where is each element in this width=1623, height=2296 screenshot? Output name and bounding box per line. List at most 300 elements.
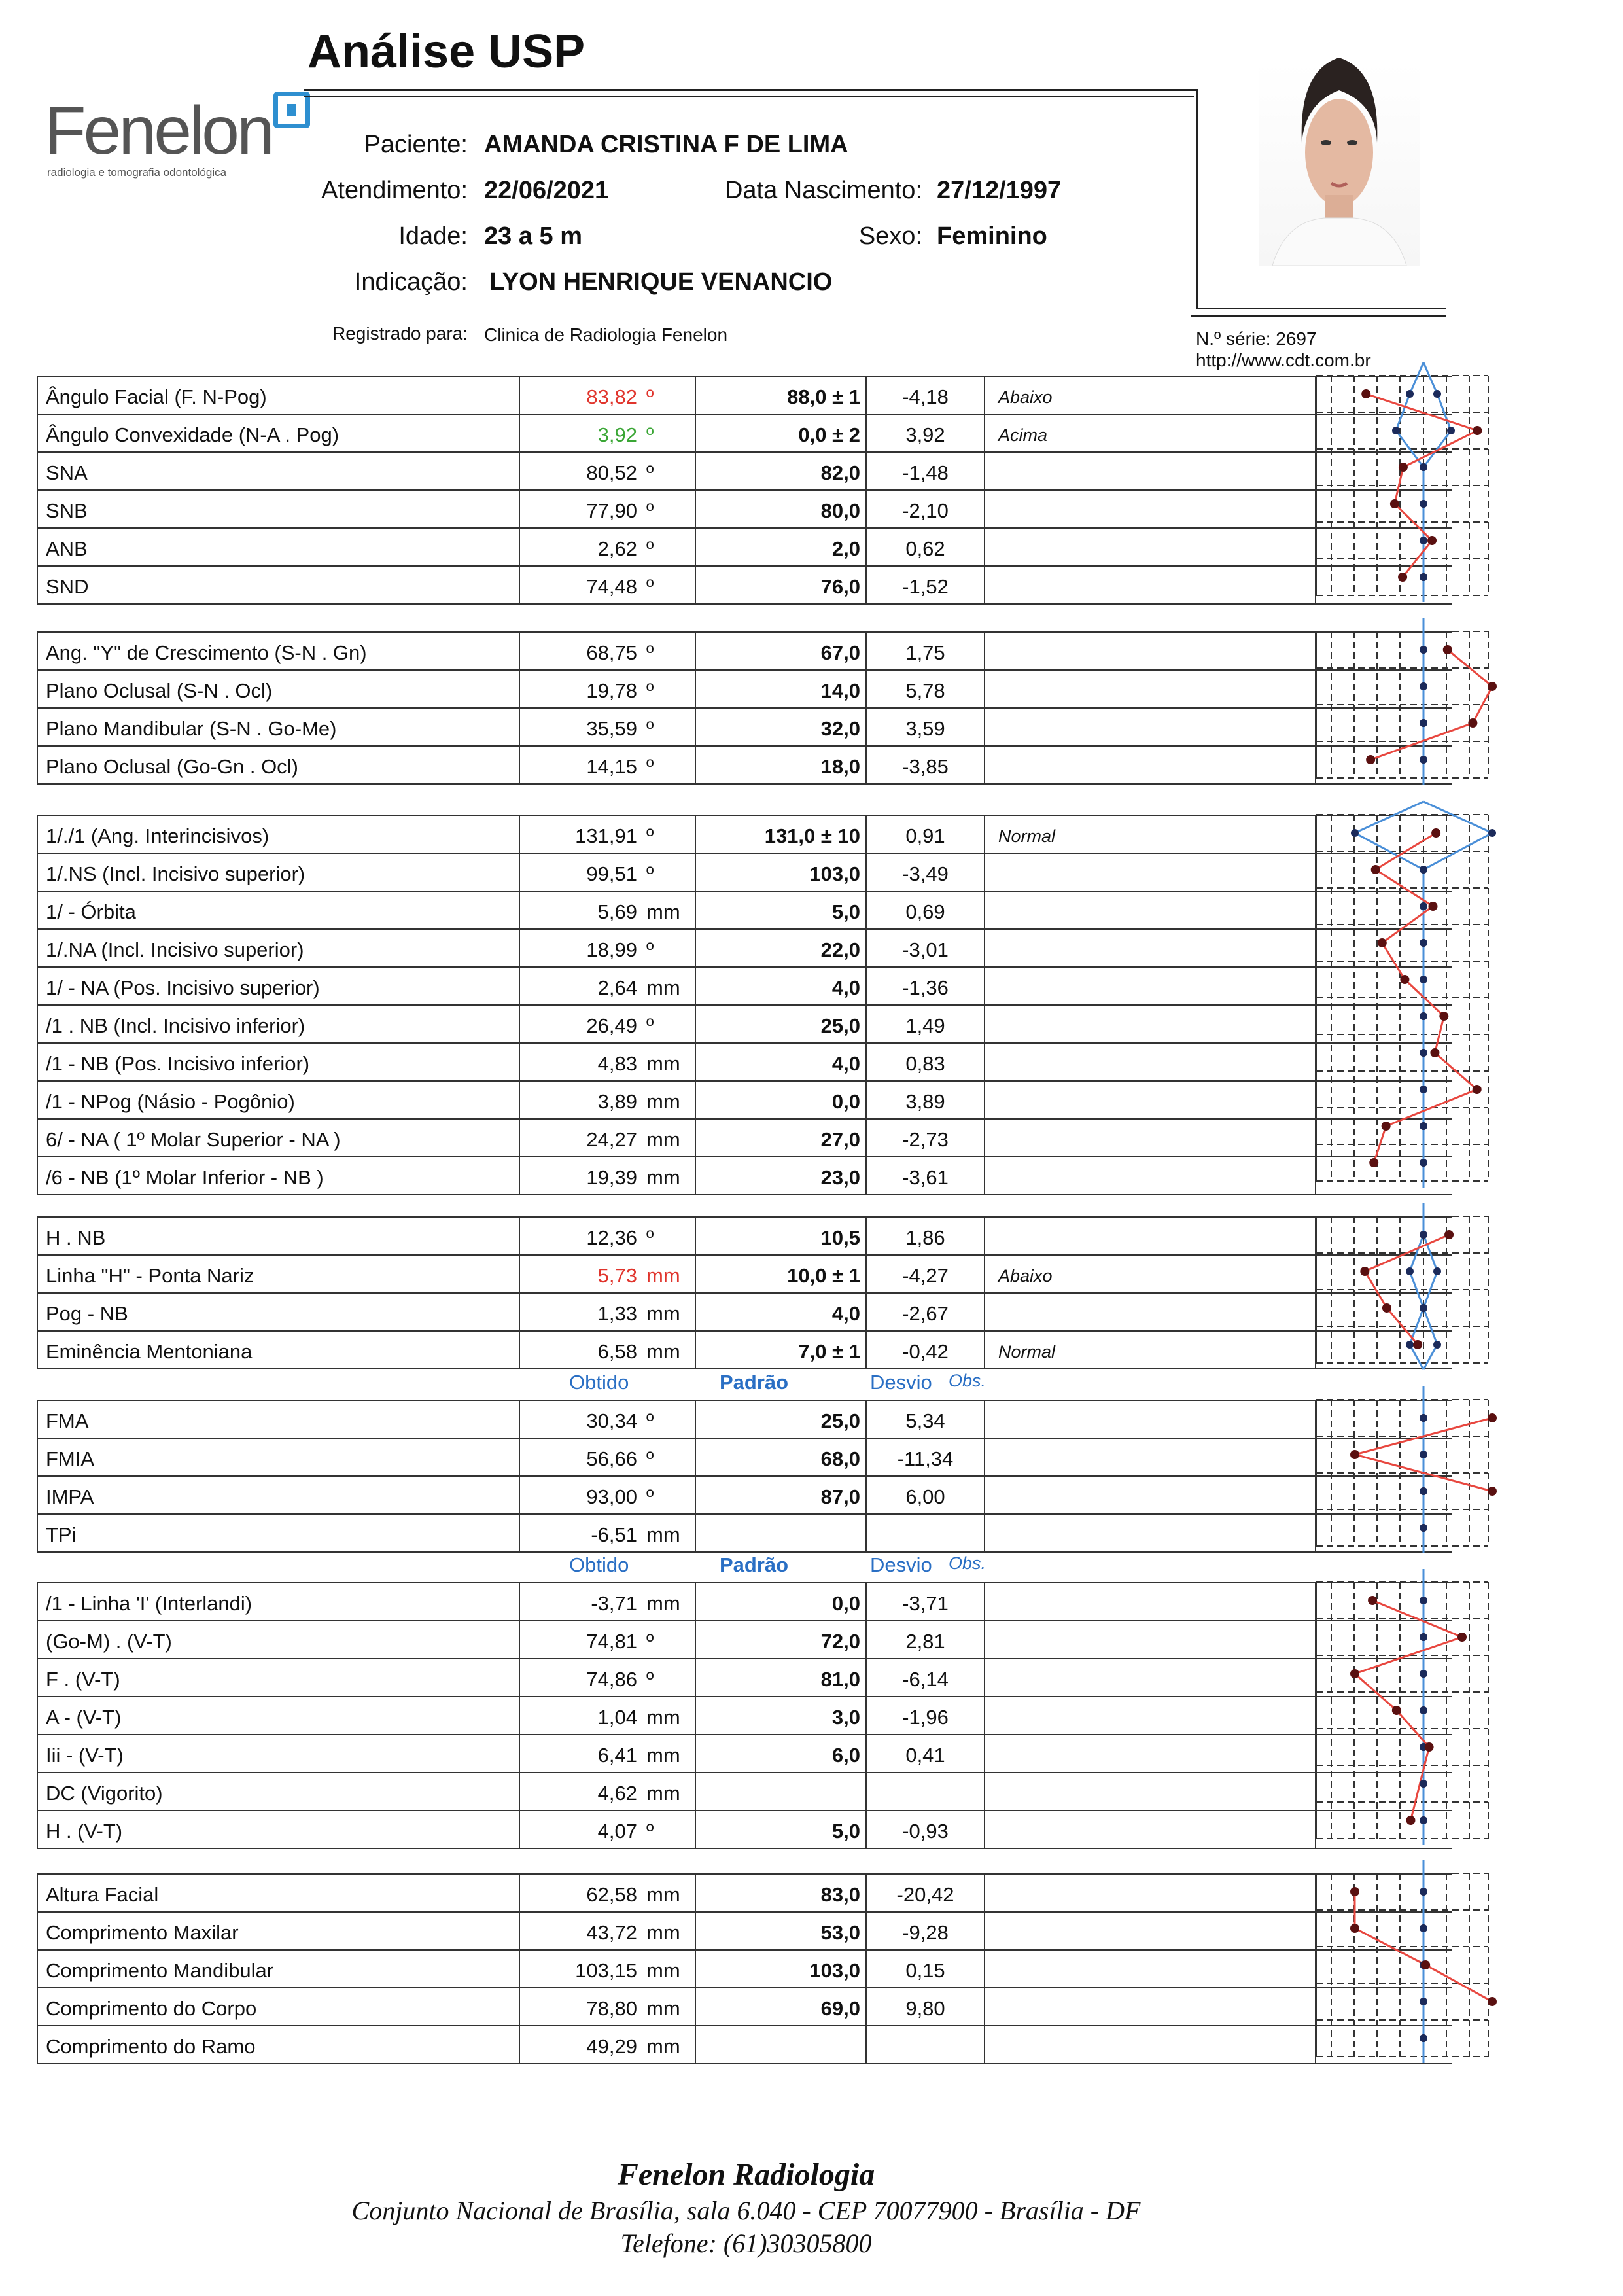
deviation-graph xyxy=(1316,1873,1493,2059)
deviation-value xyxy=(865,1515,984,1551)
patient-point xyxy=(1361,389,1370,398)
deviation-graph xyxy=(1316,631,1493,781)
obtained-value xyxy=(519,1332,695,1368)
measurement-name: Comprimento do Corpo xyxy=(37,1988,519,2025)
observation xyxy=(984,1044,1316,1080)
obtained-value xyxy=(519,1773,695,1810)
patient-point xyxy=(1488,682,1497,691)
deviation-value xyxy=(865,2026,984,2063)
unit: mm xyxy=(646,1340,680,1363)
obtained-value xyxy=(519,1875,695,1911)
unit: º xyxy=(646,1014,654,1037)
unit: º xyxy=(646,385,654,408)
column-header-obs: Obs. xyxy=(949,1553,986,1573)
measurement-name: /1 - NPog (Násio - Pogônio) xyxy=(37,1082,519,1118)
obtained-value xyxy=(519,854,695,891)
measurement-name: FMIA xyxy=(37,1439,519,1475)
obtained-number: 12,36 xyxy=(586,1226,637,1249)
deviation-value: -2,10 xyxy=(865,491,984,527)
standard-value: 3,0 xyxy=(695,1697,865,1734)
measurement-name: 1/.NS (Incl. Incisivo superior) xyxy=(37,854,519,891)
measurement-name: H . (V-T) xyxy=(37,1811,519,1848)
standard-point xyxy=(1406,1267,1414,1275)
obtained-value xyxy=(519,1006,695,1042)
obtained-number: 4,07 xyxy=(597,1820,637,1843)
patient-point xyxy=(1443,645,1452,654)
measurement-name: Plano Oclusal (Go-Gn . Ocl) xyxy=(37,747,519,783)
measurement-name: 1/./1 (Ang. Interincisivos) xyxy=(37,816,519,853)
table-row xyxy=(37,1332,1452,1369)
standard-point xyxy=(1406,390,1414,398)
table-row xyxy=(37,567,1452,605)
observation xyxy=(984,747,1316,783)
measurement-name: /6 - NB (1º Molar Inferior - NB ) xyxy=(37,1157,519,1194)
standard-point xyxy=(1351,829,1359,837)
patient-point xyxy=(1368,1596,1377,1605)
obtained-number: 74,81 xyxy=(586,1630,637,1653)
table-row xyxy=(37,1256,1452,1294)
obtained-number: 74,86 xyxy=(586,1668,637,1691)
unit: mm xyxy=(646,1592,680,1615)
measurement-table xyxy=(37,1216,1452,1369)
obtained-number: 5,73 xyxy=(597,1264,637,1287)
standard-point xyxy=(1420,1451,1427,1458)
standard-value: 18,0 xyxy=(695,747,865,783)
obtained-number: 103,15 xyxy=(575,1959,637,1982)
standard-point xyxy=(1420,1231,1427,1239)
measurement-table xyxy=(37,1400,1452,1553)
standard-range-line-right xyxy=(1423,802,1492,1188)
table-row xyxy=(37,1157,1452,1195)
obtained-number: 62,58 xyxy=(586,1883,637,1906)
table-row xyxy=(37,491,1452,529)
observation: Normal xyxy=(984,816,1316,853)
observation xyxy=(984,1218,1316,1254)
unit: º xyxy=(646,1630,654,1653)
measurement-name: SNB xyxy=(37,491,519,527)
registered-label: Registrado para: xyxy=(332,323,468,344)
unit: mm xyxy=(646,1128,680,1151)
observation xyxy=(984,1120,1316,1156)
observation xyxy=(984,1697,1316,1734)
patient-point xyxy=(1350,1887,1359,1896)
standard-value: 7,0 ± 1 xyxy=(695,1332,865,1368)
unit: º xyxy=(646,824,654,847)
deviation-value: 3,92 xyxy=(865,415,984,451)
table-row xyxy=(37,930,1452,968)
patient-point xyxy=(1473,1085,1482,1094)
standard-point xyxy=(1420,1888,1427,1896)
unit: º xyxy=(646,423,654,446)
standard-point xyxy=(1433,1341,1441,1349)
table-row xyxy=(37,1951,1452,1988)
observation xyxy=(984,671,1316,707)
table-row xyxy=(37,854,1452,892)
deviation-value: -2,67 xyxy=(865,1294,984,1330)
obtained-value xyxy=(519,930,695,966)
standard-value: 83,0 xyxy=(695,1875,865,1911)
unit: mm xyxy=(646,2035,680,2058)
measurement-name: SNA xyxy=(37,453,519,489)
patient-point xyxy=(1371,865,1380,874)
standard-point xyxy=(1420,537,1427,544)
table-row xyxy=(37,631,1452,671)
table-row xyxy=(37,1582,1452,1621)
observation xyxy=(984,1294,1316,1330)
observation: Abaixo xyxy=(984,377,1316,414)
measurement-name: /1 - Linha 'I' (Interlandi) xyxy=(37,1583,519,1620)
obtained-number: 1,04 xyxy=(597,1706,637,1729)
standard-point xyxy=(1420,1414,1427,1422)
obtained-value xyxy=(519,1294,695,1330)
standard-point xyxy=(1420,2034,1427,2042)
standard-value: 10,5 xyxy=(695,1218,865,1254)
deviation-value: 6,00 xyxy=(865,1477,984,1513)
obtained-value xyxy=(519,1659,695,1696)
standard-value: 27,0 xyxy=(695,1120,865,1156)
observation: Normal xyxy=(984,1332,1316,1368)
unit: º xyxy=(646,461,654,484)
standard-point xyxy=(1420,573,1427,581)
patient-point xyxy=(1425,1742,1434,1752)
measurement-name: Iii - (V-T) xyxy=(37,1735,519,1772)
measurement-name: Plano Mandibular (S-N . Go-Me) xyxy=(37,709,519,745)
obtained-value xyxy=(519,415,695,451)
patient-point xyxy=(1431,828,1440,838)
deviation-value: 3,89 xyxy=(865,1082,984,1118)
standard-point xyxy=(1420,1487,1427,1495)
standard-value: 5,0 xyxy=(695,1811,865,1848)
measurement-name: Eminência Mentoniana xyxy=(37,1332,519,1368)
obtained-value xyxy=(519,1735,695,1772)
obtained-number: 4,62 xyxy=(597,1782,637,1805)
table-row xyxy=(37,1216,1452,1256)
table-row xyxy=(37,415,1452,453)
standard-point xyxy=(1420,1122,1427,1130)
deviation-graph xyxy=(1316,1216,1493,1366)
standard-value: 72,0 xyxy=(695,1621,865,1658)
deviation-value: -4,27 xyxy=(865,1256,984,1292)
obtained-value xyxy=(519,633,695,669)
observation xyxy=(984,854,1316,891)
obtained-number: 30,34 xyxy=(586,1409,637,1432)
obtained-number: 74,48 xyxy=(586,575,637,598)
standard-point xyxy=(1420,1524,1427,1532)
measurement-name: /1 - NB (Pos. Incisivo inferior) xyxy=(37,1044,519,1080)
observation xyxy=(984,1515,1316,1551)
patient-point xyxy=(1366,755,1375,764)
table-row xyxy=(37,671,1452,709)
birth-date: 27/12/1997 xyxy=(937,177,1062,204)
obtained-value xyxy=(519,1697,695,1734)
patient-label: Paciente: xyxy=(364,131,468,158)
obtained-value xyxy=(519,816,695,853)
standard-point xyxy=(1420,1780,1427,1788)
deviation-value: -20,42 xyxy=(865,1875,984,1911)
standard-value: 14,0 xyxy=(695,671,865,707)
measurement-name: IMPA xyxy=(37,1477,519,1513)
measurement-name: Altura Facial xyxy=(37,1875,519,1911)
standard-value xyxy=(695,1773,865,1810)
observation xyxy=(984,1439,1316,1475)
deviation-value: 0,62 xyxy=(865,529,984,565)
obtained-value xyxy=(519,1621,695,1658)
observation xyxy=(984,1082,1316,1118)
observation xyxy=(984,930,1316,966)
obtained-value xyxy=(519,1951,695,1987)
deviation-value: 0,41 xyxy=(865,1735,984,1772)
patient-deviation-line xyxy=(1374,833,1477,1163)
obtained-value xyxy=(519,529,695,565)
deviation-value: -3,61 xyxy=(865,1157,984,1194)
observation xyxy=(984,1157,1316,1194)
patient-photo xyxy=(1259,44,1420,266)
deviation-value: -0,93 xyxy=(865,1811,984,1848)
obtained-number: 24,27 xyxy=(586,1128,637,1151)
standard-point xyxy=(1420,1816,1427,1824)
obtained-number: 4,83 xyxy=(597,1052,637,1075)
observation xyxy=(984,892,1316,928)
table-row xyxy=(37,1400,1452,1439)
obtained-number: 49,29 xyxy=(586,2035,637,2058)
deviation-value xyxy=(865,1773,984,1810)
patient-point xyxy=(1350,1669,1359,1678)
measurement-table xyxy=(37,815,1452,1195)
obtained-number: 77,90 xyxy=(586,499,637,522)
observation xyxy=(984,2026,1316,2063)
observation xyxy=(984,453,1316,489)
obtained-number: 3,92 xyxy=(597,423,637,446)
standard-value: 82,0 xyxy=(695,453,865,489)
measurement-name: SND xyxy=(37,567,519,603)
standard-point xyxy=(1420,500,1427,508)
unit: º xyxy=(646,1226,654,1249)
serial-number: N.º série: 2697 xyxy=(1196,328,1317,349)
header-rule-bottom-inner xyxy=(1191,315,1446,317)
standard-point xyxy=(1420,463,1427,471)
unit: mm xyxy=(646,1264,680,1287)
patient-point xyxy=(1392,1706,1401,1715)
unit: mm xyxy=(646,900,680,923)
patient-point xyxy=(1468,718,1477,728)
table-row xyxy=(37,1082,1452,1120)
patient-point xyxy=(1399,463,1408,472)
measurement-name: 1/ - NA (Pos. Incisivo superior) xyxy=(37,968,519,1004)
measurement-name: Ângulo Convexidade (N-A . Pog) xyxy=(37,415,519,451)
measurement-name: 6/ - NA ( 1º Molar Superior - NA ) xyxy=(37,1120,519,1156)
standard-value: 25,0 xyxy=(695,1006,865,1042)
measurement-name: DC (Vigorito) xyxy=(37,1773,519,1810)
unit: mm xyxy=(646,976,680,999)
page-title: Análise USP xyxy=(307,26,585,78)
standard-value: 80,0 xyxy=(695,491,865,527)
measurement-name: Comprimento Maxilar xyxy=(37,1913,519,1949)
standard-range-line-left xyxy=(1355,802,1423,1188)
measurement-name: A - (V-T) xyxy=(37,1697,519,1734)
header-rule xyxy=(304,89,1197,91)
observation xyxy=(984,1583,1316,1620)
standard-value: 4,0 xyxy=(695,1294,865,1330)
measurement-name: F . (V-T) xyxy=(37,1659,519,1696)
observation xyxy=(984,1951,1316,1987)
deviation-value: 2,81 xyxy=(865,1621,984,1658)
measurement-table xyxy=(37,631,1452,785)
patient-point xyxy=(1439,1012,1448,1021)
unit: mm xyxy=(646,1523,680,1546)
unit: mm xyxy=(646,1921,680,1944)
patient-point xyxy=(1382,1303,1391,1313)
patient-point xyxy=(1406,1816,1415,1825)
deviation-value: 0,69 xyxy=(865,892,984,928)
obtained-number: 26,49 xyxy=(586,1014,637,1037)
column-header-standard: Padrão xyxy=(720,1553,789,1576)
observation xyxy=(984,1875,1316,1911)
deviation-value: 3,59 xyxy=(865,709,984,745)
patient-point xyxy=(1350,1450,1359,1459)
table-row xyxy=(37,892,1452,930)
standard-value: 81,0 xyxy=(695,1659,865,1696)
sex-label: Sexo: xyxy=(858,222,922,250)
standard-value: 68,0 xyxy=(695,1439,865,1475)
header-rule-bottom xyxy=(1196,308,1446,309)
standard-value: 0,0 xyxy=(695,1583,865,1620)
age-value: 23 a 5 m xyxy=(484,222,582,250)
unit: º xyxy=(646,1820,654,1843)
registered-value: Clinica de Radiologia Fenelon xyxy=(484,325,728,345)
patient-point xyxy=(1488,1487,1497,1496)
unit: mm xyxy=(646,1052,680,1075)
measurement-name: (Go-M) . (V-T) xyxy=(37,1621,519,1658)
unit: mm xyxy=(646,1883,680,1906)
column-header-standard: Padrão xyxy=(720,1371,789,1394)
unit: º xyxy=(646,938,654,961)
birth-label: Data Nascimento: xyxy=(724,177,922,204)
obtained-value xyxy=(519,892,695,928)
table-row xyxy=(37,2026,1452,2064)
observation xyxy=(984,1659,1316,1696)
column-header-obtained: Obtido xyxy=(569,1553,629,1576)
unit: º xyxy=(646,717,654,740)
table-row xyxy=(37,1006,1452,1044)
obtained-value xyxy=(519,377,695,414)
measurement-name: Comprimento Mandibular xyxy=(37,1951,519,1987)
patient-point xyxy=(1488,1413,1497,1422)
observation xyxy=(984,567,1316,603)
unit: º xyxy=(646,862,654,885)
obtained-number: 2,62 xyxy=(597,537,637,560)
deviation-graph xyxy=(1316,376,1493,598)
standard-point xyxy=(1420,756,1427,764)
obtained-value xyxy=(519,1218,695,1254)
table-row xyxy=(37,1120,1452,1157)
table-row xyxy=(37,1294,1452,1332)
measurement-name: Linha "H" - Ponta Nariz xyxy=(37,1256,519,1292)
standard-value: 103,0 xyxy=(695,1951,865,1987)
standard-value xyxy=(695,1515,865,1551)
obtained-value xyxy=(519,1256,695,1292)
standard-point xyxy=(1420,1670,1427,1678)
logo-tagline: radiologia e tomografia odontológica xyxy=(47,166,227,179)
standard-value xyxy=(695,2026,865,2063)
obtained-number: -6,51 xyxy=(591,1523,637,1546)
obtained-value xyxy=(519,1988,695,2025)
standard-value: 2,0 xyxy=(695,529,865,565)
obtained-number: 35,59 xyxy=(586,717,637,740)
obtained-value xyxy=(519,747,695,783)
visit-label: Atendimento: xyxy=(321,177,468,204)
patient-point xyxy=(1360,1267,1369,1276)
footer-address: Conjunto Nacional de Brasília, sala 6.040 - CEP 70077900 - Brasília - DF xyxy=(351,2196,1141,2225)
deviation-graph xyxy=(1316,1582,1493,1841)
standard-value: 0,0 ± 2 xyxy=(695,415,865,451)
patient-point xyxy=(1350,1924,1359,1933)
obtained-value xyxy=(519,1157,695,1194)
deviation-value: -1,52 xyxy=(865,567,984,603)
patient-point xyxy=(1428,902,1437,911)
table-row xyxy=(37,1439,1452,1477)
observation xyxy=(984,1735,1316,1772)
measurement-name: 1/.NA (Incl. Incisivo superior) xyxy=(37,930,519,966)
standard-value: 53,0 xyxy=(695,1913,865,1949)
footer-phone: Telefone: (61)30305800 xyxy=(620,2229,872,2258)
obtained-value xyxy=(519,1401,695,1438)
standard-value: 131,0 ± 10 xyxy=(695,816,865,853)
deviation-value: 0,83 xyxy=(865,1044,984,1080)
deviation-value: -3,85 xyxy=(865,747,984,783)
observation xyxy=(984,1006,1316,1042)
table-row xyxy=(37,1873,1452,1913)
deviation-value: 9,80 xyxy=(865,1988,984,2025)
standard-value: 103,0 xyxy=(695,854,865,891)
referral-value: LYON HENRIQUE VENANCIO xyxy=(489,268,833,296)
unit: º xyxy=(646,641,654,664)
obtained-number: 19,78 xyxy=(586,679,637,702)
deviation-value: 1,86 xyxy=(865,1218,984,1254)
measurement-name: /1 . NB (Incl. Incisivo inferior) xyxy=(37,1006,519,1042)
deviation-value: 0,91 xyxy=(865,816,984,853)
observation xyxy=(984,1401,1316,1438)
measurement-name: FMA xyxy=(37,1401,519,1438)
measurement-name: Comprimento do Ramo xyxy=(37,2026,519,2063)
standard-value: 0,0 xyxy=(695,1082,865,1118)
obtained-number: 18,99 xyxy=(586,938,637,961)
standard-value: 6,0 xyxy=(695,1735,865,1772)
standard-value: 32,0 xyxy=(695,709,865,745)
standard-point xyxy=(1420,1706,1427,1714)
observation xyxy=(984,1477,1316,1513)
unit: mm xyxy=(646,1706,680,1729)
obtained-number: 99,51 xyxy=(586,862,637,885)
deviation-graph xyxy=(1316,1400,1493,1549)
measurement-name: H . NB xyxy=(37,1218,519,1254)
deviation-value: -1,96 xyxy=(865,1697,984,1734)
observation xyxy=(984,633,1316,669)
table-row xyxy=(37,1044,1452,1082)
standard-point xyxy=(1420,1012,1427,1020)
observation xyxy=(984,1621,1316,1658)
standard-point xyxy=(1392,427,1400,434)
patient-point xyxy=(1473,426,1482,435)
obtained-number: 78,80 xyxy=(586,1997,637,2020)
deviation-value: -3,71 xyxy=(865,1583,984,1620)
measurement-name: ANB xyxy=(37,529,519,565)
standard-value: 25,0 xyxy=(695,1401,865,1438)
obtained-value xyxy=(519,491,695,527)
table-row xyxy=(37,1697,1452,1735)
obtained-value xyxy=(519,1515,695,1551)
obtained-number: -3,71 xyxy=(591,1592,637,1615)
unit: º xyxy=(646,499,654,522)
